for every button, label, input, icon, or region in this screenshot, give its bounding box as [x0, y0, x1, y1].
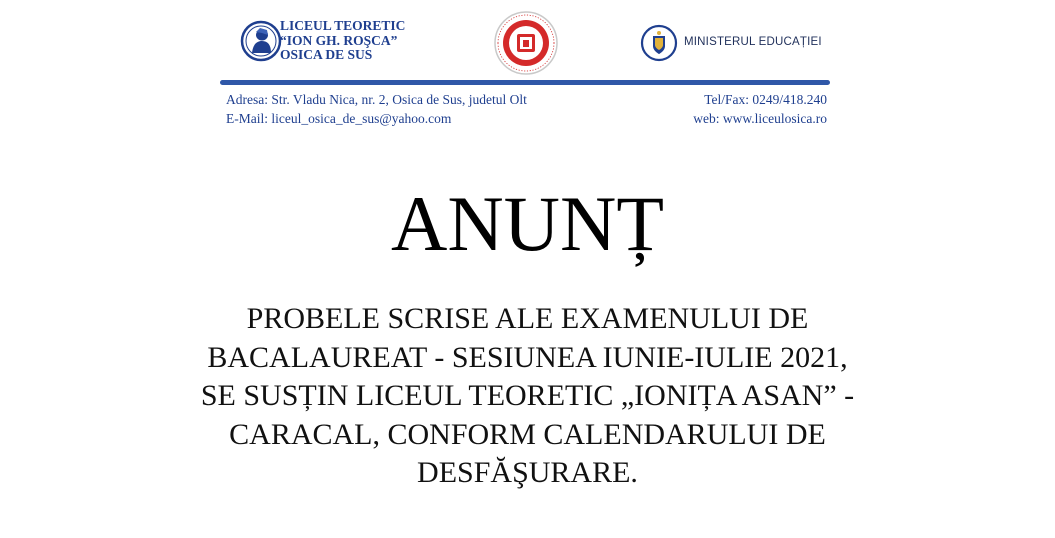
announcement-line-5: DESFĂŞURARE. [417, 456, 638, 489]
header-divider [220, 80, 830, 85]
header-logos [0, 0, 1055, 80]
school-name-line-2: “ION GH. ROŞCA” [280, 32, 398, 48]
school-logo [240, 18, 420, 66]
isj-olt-logo-icon [484, 10, 568, 76]
contact-web[interactable]: web: www.liceulosica.ro [693, 111, 827, 126]
contact-email[interactable]: E-Mail: liceul_osica_de_sus@yahoo.com [226, 111, 452, 126]
school-name-line-1: LICEUL TEORETIC [280, 18, 406, 33]
announcement-line-3: SE SUSȚIN LICEUL TEORETIC „IONIȚA ASAN” - [200, 379, 855, 412]
school-emblem-icon [240, 20, 282, 62]
school-name [280, 19, 405, 63]
announcement-body [100, 300, 955, 493]
contact-right [693, 90, 827, 128]
ministry-crest-icon [640, 24, 678, 62]
announcement-title: ANUNȚ [391, 180, 664, 267]
contact-address: Adresa: Str. Vladu Nica, nr. 2, Osica de Sus, judetul Olt [226, 92, 527, 107]
ministry-logo [640, 24, 840, 58]
contact-phone: Tel/Fax: 0249/418.240 [704, 92, 827, 107]
contact-left [226, 90, 527, 128]
announcement-line-4: CARACAL, CONFORM CALENDARULUI DE [229, 417, 826, 451]
ministry-name: MINISTERUL EDUCAȚIEI [684, 36, 822, 48]
announcement-line-1: PROBELE SCRISE ALE EXAMENULUI DE [246, 302, 809, 335]
school-name-line-3: OSICA DE SUS [280, 47, 373, 62]
announcement-line-2: BACALAUREAT - SESIUNEA IUNIE-IULIE 2021, [207, 340, 848, 374]
